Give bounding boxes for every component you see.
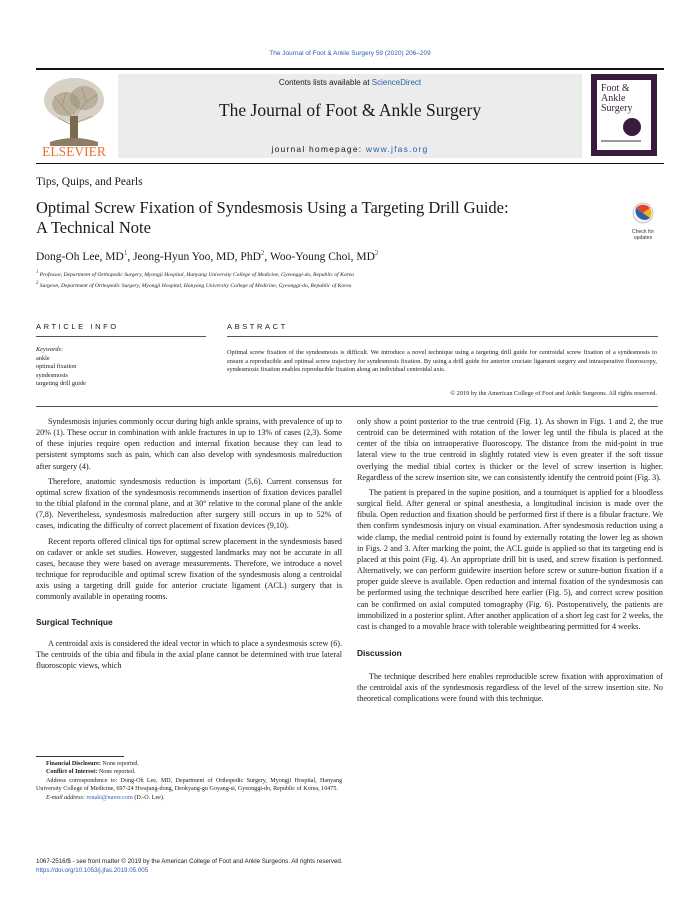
contents-line	[118, 78, 582, 87]
journal-title: The Journal of Foot & Ankle Surgery	[218, 100, 482, 120]
journal-citation[interactable]: The Journal of Foot & Ankle Surgery 59 (2020) 206–209	[269, 50, 431, 57]
body-paragraph: A centroidal axis is considered the ideal vector in which to place a syndesmosis screw (6). The centroids of the tibia and fibula in the axial plane cannot be determined with true lateral fluoroscopic views, which	[36, 638, 342, 670]
body-paragraph: Syndesmosis injuries commonly occur during high ankle sprains, with prevalence of up to 20% (1). These occur in combination with ankle fractures in up to 13% of cases (2,3). Some of these injuries require open reduction and internal fixation because they can lead to persistent symptoms such as pain, which can also develop with syndesmosis malreduction after surgery (4).	[36, 417, 342, 471]
keyword: optimal fixation	[36, 363, 77, 370]
article-title-line2: A Technical Note	[36, 218, 151, 237]
footnote-address: Address correspondence to: Dong-Oh Lee, MD, Department of Orthopedic Surgery, Myongji Hospital, Hanyang University College of Medicine, 697-24 Hwajung-dong, Deokyang-gu Goyang-si, Gyeonggi-do, Republic of Korea, 10475.	[36, 777, 342, 793]
article-title	[36, 198, 596, 238]
journal-cover-image	[591, 74, 657, 156]
conflict-value: None reported.	[97, 769, 136, 776]
homepage-link[interactable]: www.jfas.org	[365, 144, 429, 154]
elsevier-wordmark: ELSEVIER	[42, 144, 106, 159]
footnote-rule	[36, 756, 124, 757]
affiliation-sup: 1	[36, 270, 39, 275]
affiliation-2	[36, 281, 656, 289]
keywords-label: Keywords:	[36, 346, 64, 353]
abstract-copyright: © 2019 by the American College of Foot and Ankle Surgeons. All rights reserved.	[450, 390, 657, 397]
author-affiliation-sup[interactable]: 2	[374, 249, 379, 257]
homepage-prefix: journal homepage:	[271, 144, 366, 154]
conflict-label: Conflict of Interest:	[46, 769, 98, 776]
footnote-conflict	[36, 768, 342, 776]
cover-title-line2: Ankle	[601, 93, 626, 104]
section-heading-surgical-technique: Surgical Technique	[36, 616, 113, 627]
body-right-column	[357, 416, 663, 705]
check-updates-icon	[624, 202, 662, 224]
disclosure-value: None reported.	[100, 761, 139, 767]
article-info-heading: ARTICLE INFO	[36, 322, 119, 331]
keyword: ankle	[36, 354, 50, 362]
keywords-block	[36, 346, 206, 389]
disclosure-label: Financial Disclosure:	[46, 761, 101, 767]
check-updates-line2: updates	[633, 235, 653, 241]
body-paragraph: The technique described here enables reproducible screw fixation with approximation of the centroidal axis of the syndesmosis regardless of the level of the screw insertion site. No theoretical complications were found with this technique.	[357, 672, 663, 704]
email-link[interactable]: ronaki@naver.com	[86, 794, 133, 801]
author-name: Woo-Young Choi, MD	[269, 250, 375, 263]
body-paragraph: The patient is prepared in the supine position, and a tourniquet is applied for a bloodless surgical field. After general or spinal anesthesia, a longitudinal incision is made over the fibula. Open reduction and fixation should be performed first if there is a fibular fracture. We then confirm syndesmosis injury on visual examination. After syndesmosis reduction using a wide clamp, the medial centroid point is found by externally rotating the lower leg as shown in Figs. 2 and 3. After marking the point, the ACL guide is applied so that its targeting end is placed at this point (Fig. 4). An appropriate drill bit is used, and screw fixation is performed. Alternatively, we can perform guidewire insertion before screw or suture-button fixation if a proper guide sleeve is available. Open reduction and internal fixation of the syndesmosis can be performed using the technique described here earlier (Fig. 5), and correct screw position can be confirmed on axial computed tomography (Fig. 6). Postoperatively, the patients are immobilized in a posterior splint. After another application of a short leg cast for 2 weeks, the cast is changed to a movable brace with tolerable weightbearing permitted for 4 weeks.	[357, 487, 663, 631]
contents-prefix: Contents lists available at	[278, 78, 372, 87]
header-top-rule	[36, 68, 664, 70]
author-list: Dong-Oh Lee, $MD^1$, Jeong-Hyun Yoo, MD, PhD$^2$, Woo-Young Choi, $MD^2$	[36, 249, 379, 263]
footnote-disclosure	[36, 760, 342, 768]
cover-line	[601, 140, 641, 142]
affiliation-text: Surgeon, Department of Orthopedic Surgery, Myongji Hospital, Hanyang University College of Medicine, Gyeonggi-do, Republic of Korea	[39, 282, 352, 289]
author-affiliation-sup[interactable]: 1	[123, 249, 128, 257]
email-label: E-mail address:	[46, 794, 85, 801]
elsevier-logo	[36, 72, 112, 160]
abstract-bottom-rule	[36, 406, 658, 407]
author-name: Jeong-Hyun Yoo, MD, PhD	[133, 250, 261, 263]
body-paragraph: Therefore, anatomic syndesmosis reduction is important (5,6). Current consensus for optimal screw fixation of the syndesmosis recommends insertion of fixation devices parallel to the tibial plafond in the coronal plane, and at 30° relative to the coronal plane of the ankle (7,8). Nevertheless, syndesmosis malreduction after surgery still occurs in up to 52% of cases, indicating the difficulty of correct placement of fixation devices (9,10).	[36, 476, 342, 531]
keyword: syndesmosis	[36, 371, 68, 379]
abstract-heading: ABSTRACT	[227, 322, 288, 331]
author-name: Dong-Oh Lee, MD	[36, 250, 124, 263]
footnotes	[36, 760, 342, 802]
cover-title-line1: Foot &	[601, 83, 630, 94]
cover-page	[597, 80, 651, 150]
article-info-rule	[36, 336, 206, 337]
abstract-text: Optimal screw fixation of the syndesmosis is difficult. We introduce a novel technique using a targeting drill guide for centroidal screw fixation of a syndesmosis to ensure a reproducible and optimal screw trajectory for syndesmosis fixation. By using a drill guide for anterior cruciate ligament surgery and intraoperative fluoroscopy, syndesmosis fixation enables reproducible fixation along an individual centroidal axis.	[227, 349, 657, 374]
body-left-column	[36, 416, 342, 671]
check-for-updates-button[interactable]	[624, 202, 662, 241]
author-affiliation-sup[interactable]: 2	[260, 249, 265, 257]
keyword: targeting drill guide	[36, 380, 86, 387]
affiliation-sup: 2	[36, 281, 39, 286]
issn-line: 1067-2516/$ - see front matter © 2019 by the American College of Foot and Ankle Surgeons. All rights reserved.	[36, 858, 343, 865]
section-heading-discussion: Discussion	[357, 647, 402, 658]
check-updates-line1: Check for	[631, 229, 655, 235]
journal-homepage	[118, 144, 582, 154]
article-section-label: Tips, Quips, and Pearls	[36, 176, 143, 188]
body-paragraph: Recent reports offered clinical tips for optimal screw placement in the syndesmosis based on cadaver or ankle set studies. However, suggested landmarks may not be accurate in all cases, because they were based on average measurements. Therefore, we introduce a novel technique for reproducible and optimal screw fixation of the syndesmosis along a centroidal axis using a targeting drill guide for anterior cruciate ligament (ACL) surgery that is commonly available in operating rooms.	[36, 536, 342, 602]
body-paragraph: only show a point posterior to the true centroid (Fig. 1). As shown in Figs. 1 and 2, the true centroid can be determined with rotation of the lower leg until the fibula is placed at the center of the tibia on intraoperative fluoroscopy. The distance from the mid-point in true lateral view to the true centroid in slightly rotated view is even greater if the soft tissue overlying the medial tibial cortex is thicker or the level of screw insertion is higher. Regardless of the screw insertion site, we can consistently identify the centroid point (Fig. 3).	[357, 417, 663, 482]
check-updates-label	[624, 229, 662, 241]
cover-title	[601, 84, 632, 114]
header-bottom-rule	[36, 163, 664, 164]
cover-seal-icon	[623, 118, 641, 136]
affiliation-1	[36, 270, 656, 278]
email-suffix: (D.-O. Lee).	[132, 794, 165, 801]
page-footer	[36, 858, 343, 875]
cover-title-line3: Surgery	[601, 103, 633, 114]
affiliation-text: Professor, Department of Orthopedic Surgery, Myongji Hospital, Hanyang University College of Medicine, Gyeonggi-do, Republic of Korea	[39, 271, 354, 278]
article-title-line1: Optimal Screw Fixation of Syndesmosis Using a Targeting Drill Guide:	[36, 198, 509, 217]
sciencedirect-link[interactable]: ScienceDirect	[371, 78, 422, 87]
doi-link[interactable]: https://doi.org/10.1053/j.jfas.2019.05.005	[36, 866, 149, 874]
abstract-rule	[227, 336, 658, 337]
footnote-email	[36, 794, 342, 802]
